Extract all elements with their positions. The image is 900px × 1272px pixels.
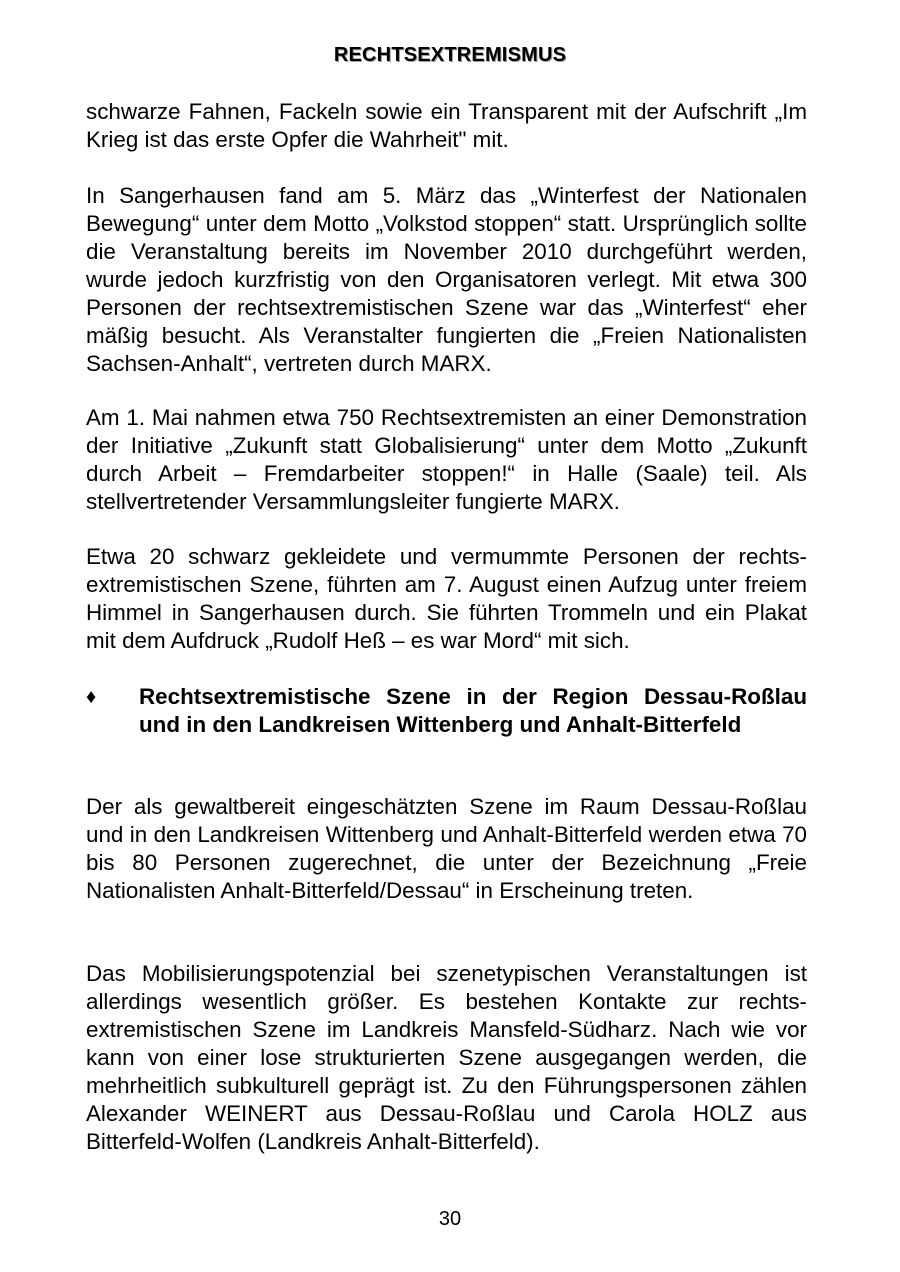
- paragraph-winterfest: In Sangerhausen fand am 5. März das „Winterfest der Nationalen Bewegung“ unter dem Motto „Volkstod stoppen“ statt. Ursprünglich sollte die Veranstaltung bereits im November 2010 durchgeführt werden, wurde jedoch kurzfristig von den Organisatoren verlegt. Mit etwa 300 Personen der rechtsextremistischen Szene war das „Winterfest“ eher mäßig besucht. Als Veranstalter fungierten die „Freien Nationalisten Sachsen-Anhalt“, vertreten durch MARX.: [86, 183, 807, 376]
- diamond-bullet-icon: ♦: [86, 686, 97, 708]
- paragraph-mobilisation-potential: Das Mobilisierungspotenzial bei szenetypischen Veranstaltungen ist allerdings wesentlich größer. Es bestehen Kontakte zur rechtsextremistischen Szene im Landkreis Mansfeld-Südharz. Nach wie vor kann von einer lose strukturierten Szene ausgegangen werden, die mehrheitlich subkulturell geprägt ist. Zu den Führungspersonen zählen Alexander WEINERT aus Dessau-Roßlau und Carola HOLZ aus Bitterfeld-Wolfen (Landkreis Anhalt-Bitterfeld).: [86, 961, 807, 1154]
- section-heading: Rechtsextremistische Szene in der Region Dessau-Roßlau und in den Landkreisen Wittenberg und Anhalt-Bitterfeld: [139, 684, 807, 737]
- page-number: 30: [438, 1208, 462, 1230]
- paragraph-transparent: schwarze Fahnen, Fackeln sowie ein Transparent mit der Aufschrift „Im Krieg ist das erste Opfer die Wahrheit" mit.: [86, 99, 807, 152]
- section-heading-block: [86, 683, 807, 739]
- paragraph-may-day-demonstration: Am 1. Mai nahmen etwa 750 Rechtsextremisten an einer Demonstration der Initiative „Zukunft statt Globalisierung“ unter dem Motto „Zukunft durch Arbeit – Fremdarbeiter stoppen!“ in Halle (Saale) teil. Als stellvertretender Versammlungsleiter fungierte MARX.: [86, 405, 807, 514]
- paragraph-august-march: Etwa 20 schwarz gekleidete und vermummte Personen der rechtsextremistischen Szene, führten am 7. August einen Aufzug unter freiem Himmel in Sangerhausen durch. Sie führten Trommeln und ein Plakat mit dem Aufdruck „Rudolf Heß – es war Mord“ mit sich.: [86, 544, 807, 653]
- paragraph-dessau-scene: Der als gewaltbereit eingeschätzten Szene im Raum Dessau-Roßlau und in den Landkreisen Wittenberg und Anhalt-Bitterfeld werden etwa 70 bis 80 Personen zugerechnet, die unter der Bezeichnung „Freie Nationalisten Anhalt-Bitterfeld/Dessau“ in Erscheinung treten.: [86, 794, 807, 903]
- running-header: RECHTSEXTREMISMUS: [333, 44, 567, 66]
